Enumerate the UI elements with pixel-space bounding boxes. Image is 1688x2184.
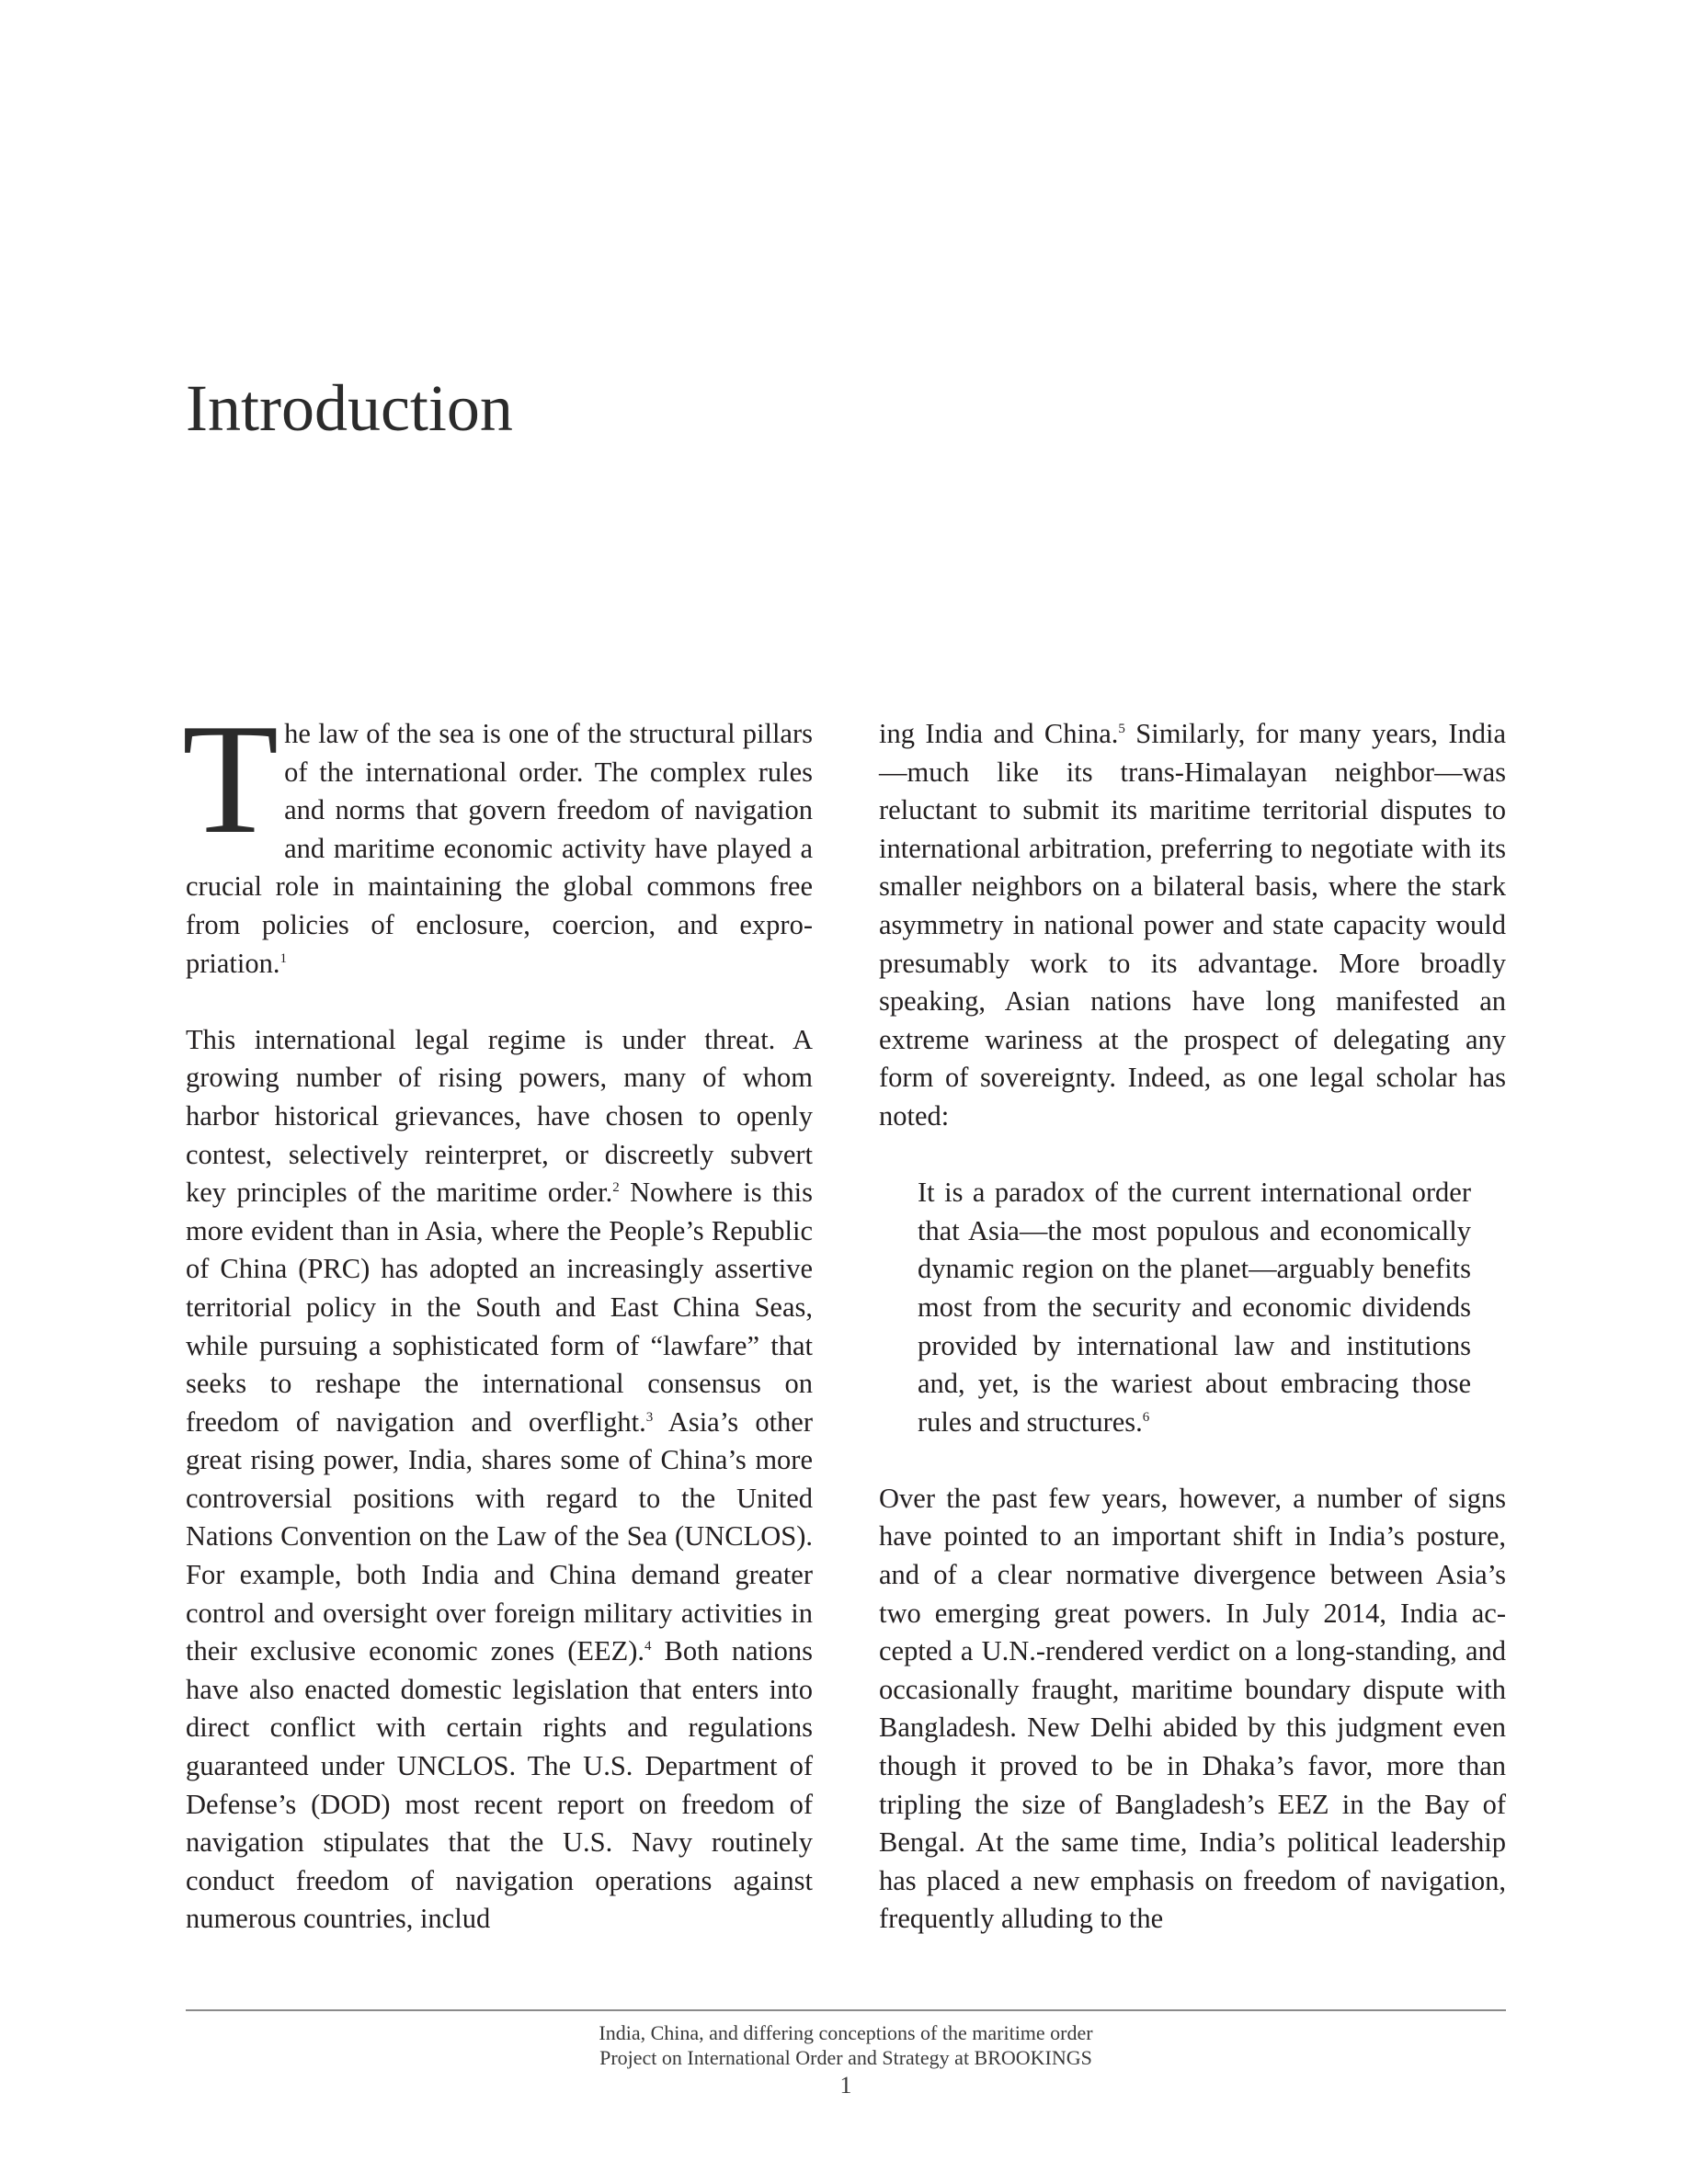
footnote-marker: 4 — [644, 1639, 652, 1655]
paragraph — [879, 715, 1506, 1136]
paragraph-text: Similarly, for many years, India—much like its trans-Himalayan neighbor—was reluctant to submit its maritime territorial disputes to international arbitration, preferring to negotiate with its smaller neighbors on a bilateral basis, where the stark asymmetry in national power and state capacity would presumably work to its advantage. More broadly speaking, Asian nations have long manifested an extreme wariness at the prospect of delegating any form of sovereignty. Indeed, as one legal scholar has noted: — [879, 718, 1506, 1132]
paragraph-text: Nowhere is this more evident than in Asia, where the People’s Republic of China (PRC) has adopted an increasingly assertive territorial policy in the South and East China Seas, while pursuing a sophisticated form of “lawfare” that seeks to reshape the international consensus on freedom of navigation and overflight. — [186, 1177, 813, 1438]
paragraph — [182, 692, 813, 983]
left-column — [182, 692, 814, 1939]
paragraph-text: Over the past few years, however, a number of signs have pointed to an important shift in India’s posture, and of a clear normative divergence between Asia’s two emerging great powers. In July 2014, India accepted a U.N.-rendered verdict on a long-standing, and occasionally fraught, maritime boundary dispute with Bangladesh. New Delhi abided by this judgment even though it proved to be in Dhaka’s favor, more than tripling the size of Bangladesh’s EEZ in the Bay of Bengal. At the same time, India’s political leadership has placed a new emphasis on freedom of navigation, frequently alluding to the — [879, 1482, 1506, 1935]
page-number: 1 — [839, 2072, 852, 2099]
paragraph-text: ing India and China. — [879, 718, 1119, 749]
footer-divider — [186, 2009, 1506, 2011]
footnote-marker: 2 — [612, 1179, 620, 1195]
drop-cap: T — [182, 692, 279, 867]
quote-text: It is a paradox of the current international order that Asia—the most populous and economically dynamic region on the planet—arguably benefits most from the security and economic dividends provided by international law and institutions and, yet, is the wariest about embracing those rules and structures. — [918, 1177, 1471, 1438]
paragraph-text: This international legal regime is under threat. A growing number of rising powers, many of whom harbor historical grievances, have chosen to openly contest, selectively reinterpret, or discreetly subvert key principles of the maritime order. — [186, 1023, 813, 1209]
paragraph-text: Asia’s other great rising power, India, shares some of China’s more controversial positions with regard to the United Nations Convention on the Law of the Sea (UNCLOS). For example, both India and China demand greater control and oversight over foreign military activities in their exclusive economic zones (EEZ). — [186, 1405, 813, 1667]
paragraph — [186, 1021, 813, 1939]
footnote-marker: 5 — [1118, 721, 1125, 736]
page-title: Introduction — [186, 371, 513, 445]
footer-report-title: India, China, and differing conceptions of the maritime order — [599, 2021, 1093, 2044]
paragraph — [879, 1480, 1506, 1939]
right-column — [879, 715, 1506, 1939]
footnote-marker: 6 — [1142, 1409, 1150, 1425]
paragraph-text: Both nations have also enacted domestic legislation that enters into direct conflict with certain rights and regulations guaranteed under UNCLOS. The U.S. Department of Defense’s (DOD) most recent report on freedom of navigation stipulates that the U.S. Navy routinely conduct freedom of navigation operations against numerous countries, includ — [186, 1635, 814, 1935]
footnote-marker: 1 — [279, 950, 287, 966]
block-quote — [918, 1174, 1471, 1441]
footer-project-name: Project on International Order and Strategy at BROOKINGS — [599, 2046, 1092, 2069]
footnote-marker: 3 — [645, 1409, 654, 1425]
paragraph-text: he law of the sea is one of the structural pillars of the international order. The complex rules and norms that govern freedom of navigation and maritime economic activity have played a crucial role in maintaining the global commons free from policies of enclosure, coercion, and expropriation. — [186, 718, 813, 979]
